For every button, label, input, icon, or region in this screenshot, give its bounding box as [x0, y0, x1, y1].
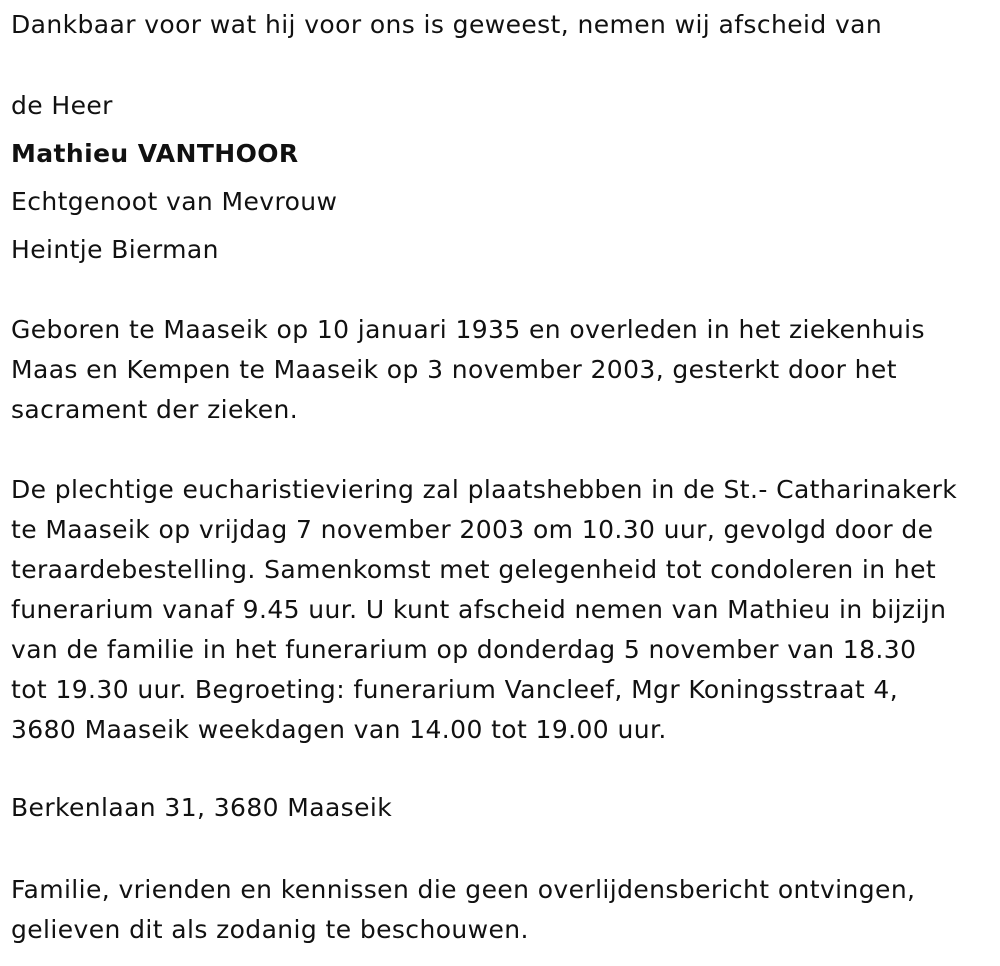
spouse-line-1: Echtgenoot van Mevrouw — [11, 187, 338, 216]
deceased-name: Mathieu VANTHOOR — [11, 139, 299, 168]
salutation: de Heer — [11, 91, 113, 120]
closing-paragraph: Familie, vrienden en kennissen die geen overlijdensbericht ontvingen, gelieven dit als zodanig te beschouwen. — [11, 875, 916, 944]
spouse-line-2: Heintje Bierman — [11, 235, 219, 264]
birth-death-paragraph: Geboren te Maaseik op 10 januari 1935 en overleden in het ziekenhuis Maas en Kempen te Maaseik op 3 november 2003, gesterkt door het sacrament der zieken. — [11, 315, 925, 424]
service-paragraph: De plechtige eucharistieviering zal plaatshebben in de St.- Catharinakerk te Maaseik op vrijdag 7 november 2003 om 10.30 uur, gevolgd door de teraardebestelling. Samenkomst met gelegenheid tot condoleren in het funerarium vanaf 9.45 uur. U kunt afscheid nemen van Mathieu in bijzijn van de familie in het funerarium op donderdag 5 november van 18.30 tot 19.30 uur. Begroeting: funerarium Vancleef, Mgr Koningsstraat 4, 3680 Maaseik weekdagen van 14.00 tot 19.00 uur. — [11, 475, 958, 744]
address-line: Berkenlaan 31, 3680 Maaseik — [11, 793, 393, 822]
intro-text: Dankbaar voor wat hij voor ons is geweest, nemen wij afscheid van — [11, 10, 883, 39]
